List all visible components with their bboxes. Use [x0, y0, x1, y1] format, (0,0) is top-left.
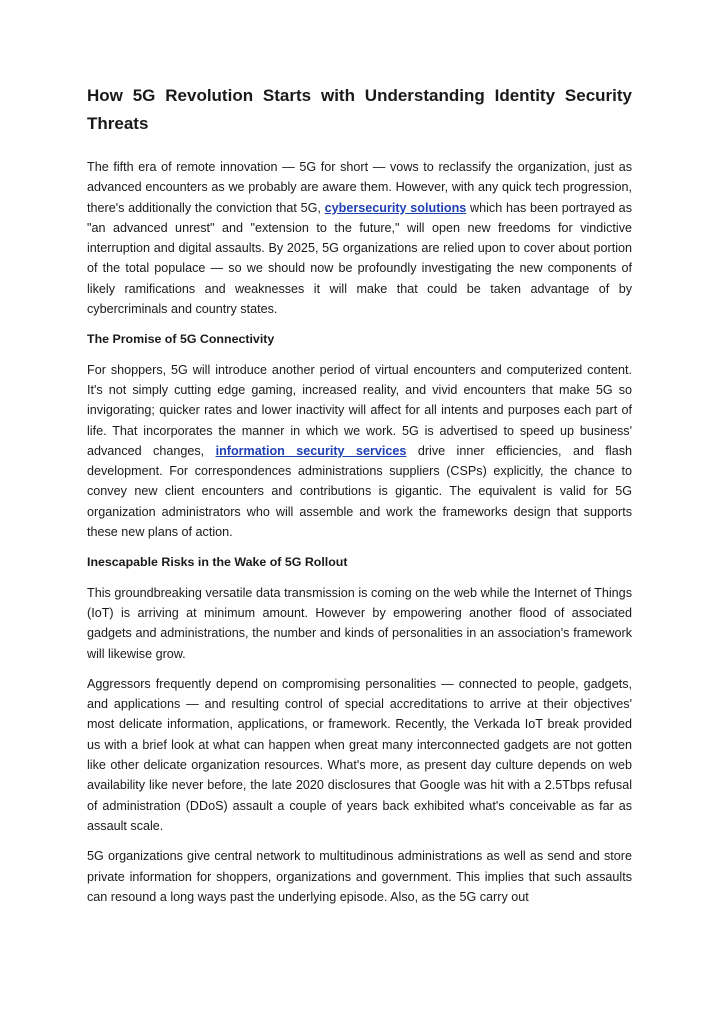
promise-text-before: For shoppers, 5G will introduce another period of virtual encounters and computerized content. It's not simply cutting edge gaming, increased reality, and vivid encounters that make 5G so invigorating; quicker rates and lower inactivity will affect for all intents and purposes each part of life. That incorporates the manner in which we work. 5G is advertised to speed up business' advanced changes, — [87, 362, 632, 458]
document-page — [87, 82, 632, 917]
intro-text-before: The fifth era of remote innovation — 5G for short — vows to reclassify the organization, just as advanced encounters as we probably are aware them. However, with any quick tech progression, there's additionally the conviction that 5G, — [87, 160, 632, 215]
article-title: How 5G Revolution Starts with Understanding Identity Security Threats — [87, 86, 632, 133]
information-security-services-link[interactable]: information security services — [215, 443, 407, 458]
promise-paragraph — [87, 360, 632, 543]
risks-paragraph-3: 5G organizations give central network to multitudinous administrations as well as send and store private information for shoppers, organizations and government. This implies that such assaults can resound a long ways past the underlying episode. Also, as the 5G carry out — [87, 849, 632, 904]
cybersecurity-solutions-link[interactable]: cybersecurity solutions — [324, 200, 467, 215]
section-heading-promise: The Promise of 5G Connectivity — [87, 332, 275, 347]
promise-text-after: drive inner efficiencies, and flash development. For correspondences administrations suppliers (CSPs) explicitly, the chance to convey new client encounters and contributions is gigantic. The equivalent is valid for 5G organization administrators who will assemble and work the frameworks design that supports these new plans of action. — [87, 443, 632, 540]
intro-paragraph — [87, 157, 632, 319]
risks-paragraph-1: This groundbreaking versatile data transmission is coming on the web while the Internet of Things (IoT) is arriving at minimum amount. However by empowering another flood of associated gadgets and administrations, the number and kinds of personalities in an association's framework will likewise grow. — [87, 585, 632, 661]
section-heading-risks: Inescapable Risks in the Wake of 5G Rollout — [87, 555, 348, 570]
intro-text-after: which has been portrayed as "an advanced unrest" and "extension to the future," will open new freedoms for vindictive interruption and digital assaults. By 2025, 5G organizations are relied upon to cover about portion of the total populace — so we should now be profoundly investigating the new components of likely ramifications and weaknesses it will make that could be taken advantage of by cybercriminals and country states. — [87, 200, 632, 317]
risks-paragraph-2: Aggressors frequently depend on compromising personalities — connected to people, gadgets, and applications — and resulting control of special accreditations to arrive at their objectives' most delicate information, applications, or framework. Recently, the Verkada IoT break provided us with a brief look at what can happen when great many interconnected gadgets are not gotten like other delicate organization resources. What's more, as present day culture depends on web availability like never before, the late 2020 disclosures that Google was hit with a 2.5Tbps refusal of administration (DDoS) assault a couple of years back exhibited what's conceivable as far as assault scale. — [87, 676, 632, 833]
